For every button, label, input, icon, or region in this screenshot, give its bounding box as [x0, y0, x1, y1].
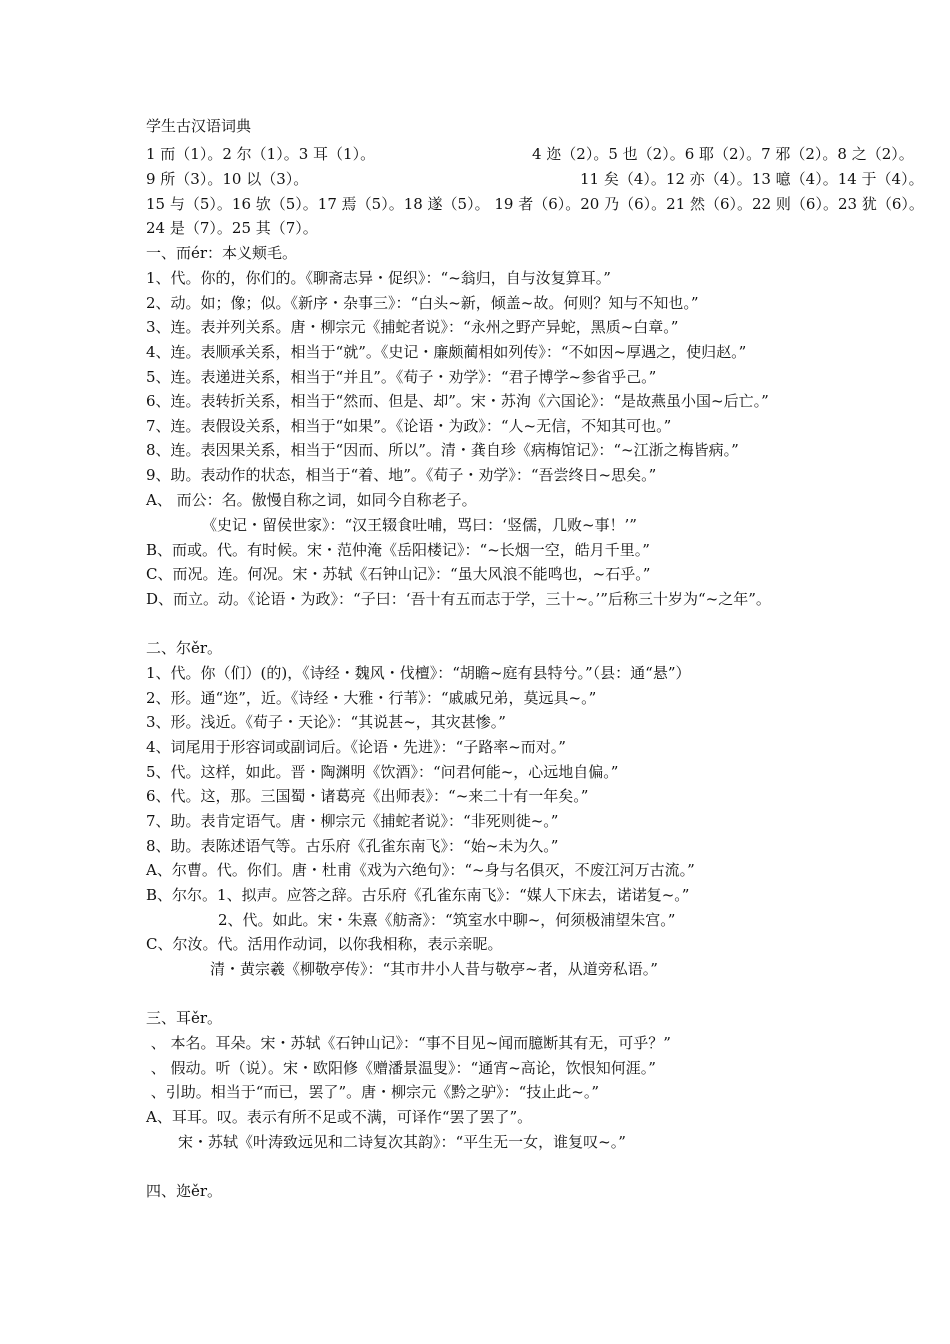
section-er-line: D、而立。动。《论语・为政》：“子曰：‘吾十有五而志于学，三十~。’”后称三十岁为“~之年”。	[146, 590, 771, 608]
section-er-line: 7、连。表假设关系，相当于“如果”。《论语・为政》：“人~无信，不知其可也。”	[146, 417, 672, 435]
section-er3-line: 2、形。通“迩”，近。《诗经・大雅・行苇》：“戚戚兄弟，莫远具~。”	[146, 689, 597, 707]
section-er3-line: 5、代。这样，如此。晋・陶渊明《饮酒》：“问君何能~，心远地自偏。”	[146, 763, 619, 781]
section-er3-line: 7、助。表肯定语气。唐・柳宗元《捕蛇者说》：“非死则徙~。”	[146, 812, 559, 830]
section-er-line: 8、连。表因果关系，相当于“因而、所以”。清・龚自珍《病梅馆记》：“~江浙之梅皆病。”	[146, 441, 739, 459]
section-er-line: 3、连。表并列关系。唐・柳宗元《捕蛇者说》：“永州之野产异蛇，黑质~白章。”	[146, 318, 679, 336]
section-er2-line: 、 假动。听（说）。宋・欧阳修《赠潘景温叟》：“通宵~高论，饮恨知何涯。”	[146, 1059, 656, 1077]
index-line-1-left: 1 而（1）。2 尔（1）。3 耳（1）。	[146, 145, 376, 163]
section-er2-line: 、引助。相当于“而已，罢了”。唐・柳宗元《黔之驴》：“技止此~。”	[146, 1083, 600, 1101]
section-er3-line: 3、形。浅近。《荀子・天论》：“其说甚~，其灾甚惨。”	[146, 713, 506, 731]
section-er4-heading: 四、迩ěr。	[146, 1182, 223, 1200]
section-er-line: 9、助。表动作的状态，相当于“着、地”。《荀子・劝学》：“吾尝终日~思矣。”	[146, 466, 657, 484]
section-er-line: 1、代。你的，你们的。《聊斋志异・促织》：“~翁归，自与汝复算耳。”	[146, 269, 611, 287]
section-er3-line: C、尔汝。代。活用作动词，以你我相称，表示亲昵。	[146, 935, 503, 953]
section-er-line: 4、连。表顺承关系，相当于“就”。《史记・廉颇蔺相如列传》：“不如因~厚遇之，使归赵。”	[146, 343, 747, 361]
section-er2-line: 宋・苏轼《叶涛致远见和二诗复次其韵》：“平生无一女，谁复叹~。”	[178, 1133, 626, 1151]
section-er-line: 5、连。表递进关系，相当于“并且”。《荀子・劝学》：“君子博学~参省乎己。”	[146, 368, 657, 386]
index-line-4: 24 是（7）。25 其（7）。	[146, 219, 318, 237]
section-er-line: 2、动。如；像；似。《新序・杂事三》：“白头~新，倾盖~故。何则？知与不知也。”	[146, 294, 699, 312]
index-line-2-right: 11 矣（4）。12 亦（4）。13 噫（4）。14 于（4）。	[580, 170, 924, 188]
section-er3-line: 清・黄宗羲《柳敬亭传》：“其市井小人昔与敬亭~者，从道旁私语。”	[210, 960, 658, 978]
section-er-heading: 一、而ér：本义颊毛。	[146, 244, 298, 262]
section-er3-line: 1、代。你（们）(的)，《诗经・魏风・伐檀》：“胡瞻~庭有县特兮。”（县：通“悬”）	[146, 664, 691, 682]
section-er3-line: 6、代。这，那。三国蜀・诸葛亮《出师表》：“~来二十有一年矣。”	[146, 787, 589, 805]
document-title: 学生古汉语词典	[146, 117, 252, 135]
section-er3-line: B、尔尔。1、拟声。应答之辞。古乐府《孔雀东南飞》：“媒人下床去，诺诺复~。”	[146, 886, 690, 904]
index-line-1-right: 4 迩（2）。5 也（2）。6 耶（2）。7 邪（2）。8 之（2）。	[532, 145, 914, 163]
section-er-line: A、 而公：名。傲慢自称之词，如同今自称老子。	[146, 491, 477, 509]
index-line-3: 15 与（5）。16 欤（5）。17 焉（5）。18 遂（5）。 19 者（6）。20 乃（6）。21 然（6）。22 则（6）。23 犹（6）。	[146, 195, 924, 213]
section-er3-line: 2、代。如此。宋・朱熹《舫斋》：“筑室水中聊~，何须极浦望朱宫。”	[218, 911, 676, 929]
section-er3-line: 8、助。表陈述语气等。古乐府《孔雀东南飞》：“始~未为久。”	[146, 837, 559, 855]
section-er-line: 《史记・留侯世家》：“汉王辍食吐哺，骂曰：‘竖儒，几败~事！’”	[202, 516, 637, 534]
section-er-line: C、而况。连。何况。宋・苏轼《石钟山记》：“虽大风浪不能鸣也，~石乎。”	[146, 565, 651, 583]
section-er-line: 6、连。表转折关系，相当于“然而、但是、却”。宋・苏洵《六国论》：“是故燕虽小国~后亡。”	[146, 392, 769, 410]
section-er3-line: A、尔曹。代。你们。唐・杜甫《戏为六绝句》：“~身与名俱灭，不废江河万古流。”	[146, 861, 695, 879]
section-er2-line: A、耳耳。叹。表示有所不足或不满，可译作“罢了罢了”。	[146, 1108, 533, 1126]
section-er-line: B、而或。代。有时候。宋・范仲淹《岳阳楼记》：“~长烟一空，皓月千里。”	[146, 541, 650, 559]
section-er2-line: 、 本名。耳朵。宋・苏轼《石钟山记》：“事不目见~闻而臆断其有无，可乎？”	[146, 1034, 671, 1052]
section-er3-line: 4、词尾用于形容词或副词后。《论语・先进》：“子路率~而对。”	[146, 738, 566, 756]
index-line-2-left: 9 所（3）。10 以（3）。	[146, 170, 309, 188]
section-er2-heading: 三、耳ěr。	[146, 1009, 223, 1027]
section-er3-heading: 二、尔ěr。	[146, 639, 223, 657]
